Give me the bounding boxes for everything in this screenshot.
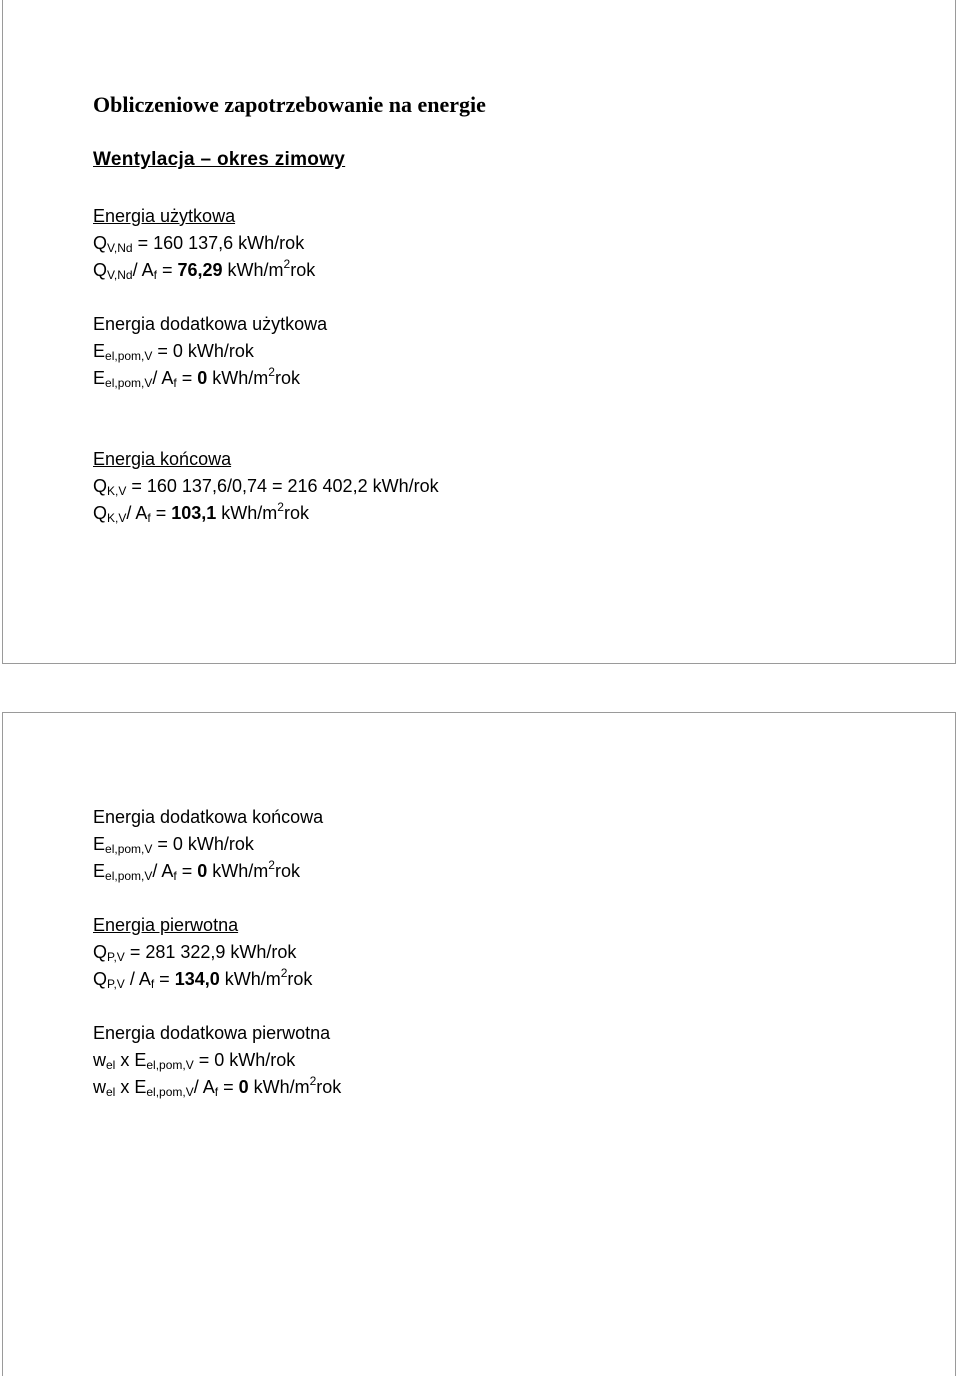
formula-line: $E_{el,pom,V} = 0$ kWh/rok (93, 341, 254, 363)
formula-line: $Q_{P,V} = 281$ 322,9 kWh/rok (93, 942, 297, 964)
formula-line: $w_{el}$ x $E_{el,pom,V} = 0$ kWh/rok (93, 1050, 296, 1072)
formula-line: $w_{el}$ x $E_{el,pom,V}/$ $A_f = 0$ kWh/$m^2rok$ (93, 1074, 342, 1099)
slide-2 (2, 712, 956, 1376)
page-title: Obliczeniowe zapotrzebowanie na energie (93, 92, 486, 117)
formula-line: $E_{el,pom,V}/$ $A_f = 0$ kWh/$m^2rok$ (93, 365, 300, 390)
formula-line: $Q_{P,V} / A_f = 134,0$ kWh/$m^2rok$ (93, 966, 313, 991)
heading-energia-dodatkowa-pierwotna: Energia dodatkowa pierwotna (93, 1023, 331, 1043)
formula-line: $Q_{K,V}/$ $A_f = 103,1$ kWh/$m^2rok$ (93, 500, 309, 525)
heading-energia-koncowa: Energia końcowa (93, 449, 232, 469)
formula-line: $E_{el,pom,V} = 0$ kWh/rok (93, 834, 254, 856)
section-subtitle: Wentylacja – okres zimowy (93, 149, 346, 170)
formula-line: $E_{el,pom,V}/$ $A_f = 0$ kWh/$m^2rok$ (93, 858, 300, 883)
formula-line: $Q_{V,Nd} = 160$ 137,6 kWh/rok (93, 233, 305, 255)
heading-energia-dodatkowa-koncowa: Energia dodatkowa końcowa (93, 807, 324, 827)
formula-line: $Q_{K,V} = 160$ 137,6/0,74 = 216 402,2 kWh/rok (93, 476, 439, 498)
heading-energia-pierwotna: Energia pierwotna (93, 915, 239, 935)
heading-energia-uzytkowa: Energia użytkowa (93, 206, 236, 226)
slide-1 (2, 0, 956, 664)
heading-energia-dodatkowa-uzytkowa: Energia dodatkowa użytkowa (93, 314, 328, 334)
formula-line: $Q_{V,Nd}/$ $A_f = 76,29$ kWh/$m^2rok$ (93, 257, 316, 282)
